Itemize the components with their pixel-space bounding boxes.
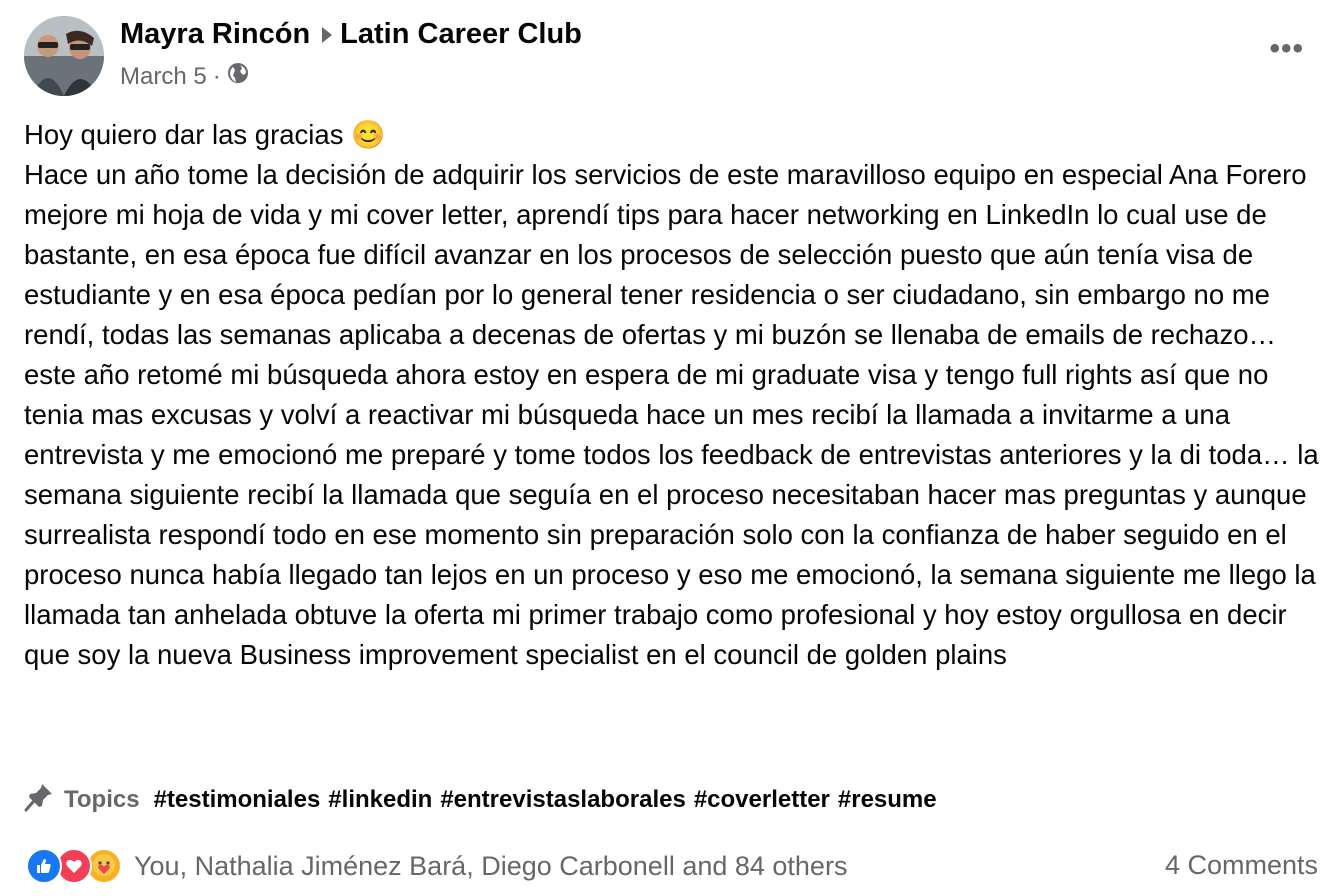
reactions-text[interactable]: You, Nathalia Jiménez Bará, Diego Carbonell and 84 others (134, 850, 848, 881)
more-options-icon[interactable]: ••• (1269, 32, 1304, 65)
topic-tag[interactable]: #testimoniales (153, 786, 321, 813)
topic-tag[interactable]: #linkedin (328, 786, 433, 813)
post-date[interactable]: March 5 (120, 62, 207, 90)
meta-separator: · (212, 62, 221, 90)
topic-tag[interactable]: #entrevistaslaborales (440, 786, 686, 813)
topics-label: Topics (64, 786, 140, 813)
comments-count[interactable]: 4 Comments (1164, 850, 1318, 880)
caret-right-icon (322, 27, 332, 43)
pin-icon (24, 782, 54, 819)
author-name[interactable]: Mayra Rincón (120, 18, 311, 50)
topic-tag[interactable]: #resume (837, 786, 937, 813)
topic-tag[interactable]: #coverletter (693, 786, 830, 813)
globe-icon (227, 62, 249, 91)
post-header-title (120, 18, 582, 51)
reactions-summary[interactable] (26, 846, 847, 886)
group-name[interactable]: Latin Career Club (340, 18, 582, 50)
post-body: Hoy quiero dar las gracias 😊 Hace un año tome la decisión de adquirir los servicios de este maravilloso equipo en especial Ana Forero mejore mi hoja de vida y mi cover letter, aprendí tips para hacer networking en LinkedIn lo cual use de bastante, en esa época fue difícil avanzar en los procesos de selección puesto que aún tenía visa de estudiante y en esa época pedían por lo general tener residencia o ser ciudadano, sin embargo no me rendí, todas las semanas aplicaba a decenas de ofertas y mi buzón se llenaba de emails de rechazo… este año retomé mi búsqueda ahora estoy en espera de mi graduate visa y tengo full rights así que no tenia mas excusas y volví a reactivar mi búsqueda hace un mes recibí la llamada a invitarme a una entrevista y me emocionó me preparé y tome todos los feedback de entrevistas anteriores y la di toda… la semana siguiente recibí la llamada que seguía en el proceso necesitaban hacer mas preguntas y aunque surrealista respondí todo en ese momento sin preparación solo con la confianza de haber seguido en el proceso nunca había llegado tan lejos en un proceso y eso me emocionó, la semana siguiente me llego la llamada tan anhelada obtuve la oferta mi primer trabajo como profesional y hoy estoy orgullosa en decir que soy la nueva Business improvement specialist en el council de golden plains (24, 119, 1319, 670)
post-meta (120, 62, 249, 91)
topics-row (24, 780, 945, 820)
like-icon (26, 848, 62, 884)
avatar[interactable] (24, 16, 104, 96)
